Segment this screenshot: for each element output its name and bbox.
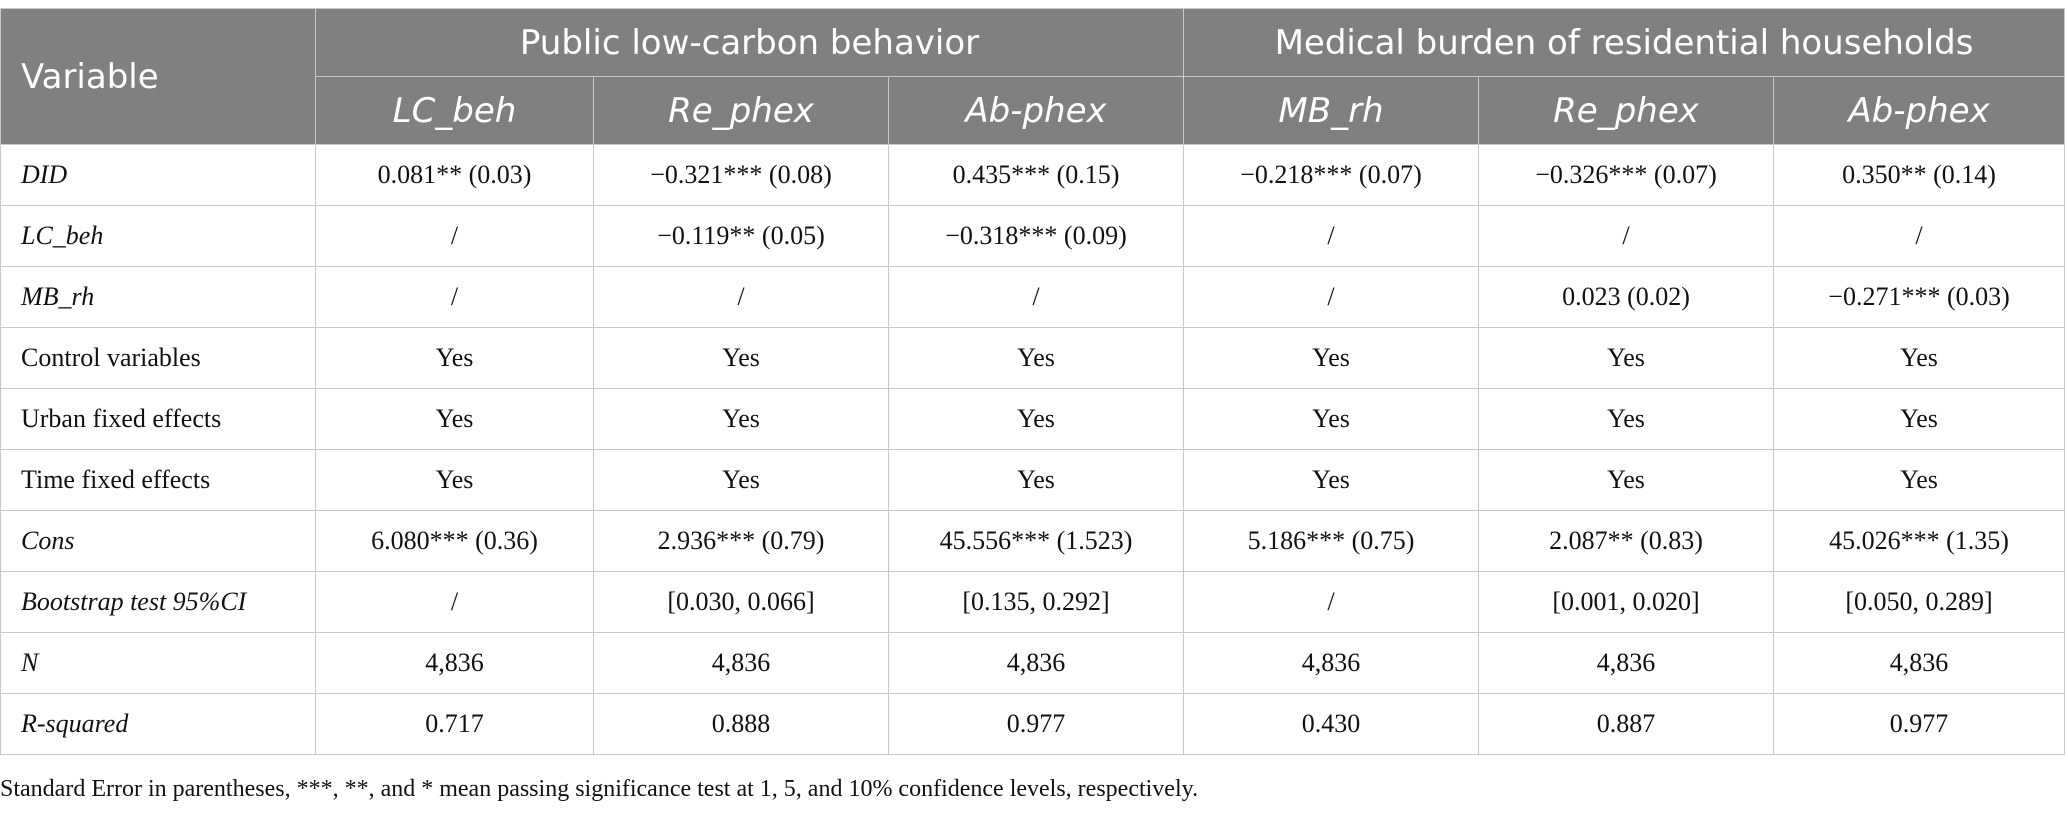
column-header: Re_phex bbox=[594, 77, 889, 145]
table-cell: Yes bbox=[1184, 328, 1479, 389]
table-cell: 4,836 bbox=[1479, 633, 1774, 694]
table-cell: 4,836 bbox=[594, 633, 889, 694]
table-cell: / bbox=[1184, 572, 1479, 633]
row-label: R-squared bbox=[1, 694, 316, 755]
regression-results-table bbox=[0, 8, 2065, 755]
table-cell: Yes bbox=[1479, 328, 1774, 389]
table-cell: 6.080*** (0.36) bbox=[316, 511, 594, 572]
table-cell: Yes bbox=[316, 450, 594, 511]
table-cell: 0.023 (0.02) bbox=[1479, 267, 1774, 328]
table-cell: Yes bbox=[1774, 328, 2065, 389]
column-header: Re_phex bbox=[1479, 77, 1774, 145]
table-cell: [0.050, 0.289] bbox=[1774, 572, 2065, 633]
table-cell: / bbox=[889, 267, 1184, 328]
table-row bbox=[1, 389, 2065, 450]
table-cell: 0.888 bbox=[594, 694, 889, 755]
table-cell: Yes bbox=[594, 389, 889, 450]
table-cell: [0.135, 0.292] bbox=[889, 572, 1184, 633]
column-header: Ab-phex bbox=[1774, 77, 2065, 145]
table-cell: −0.326*** (0.07) bbox=[1479, 145, 1774, 206]
table-cell: Yes bbox=[594, 450, 889, 511]
table-cell: 45.026*** (1.35) bbox=[1774, 511, 2065, 572]
group-header-low-carbon: Public low-carbon behavior bbox=[316, 9, 1184, 77]
table-cell: −0.318*** (0.09) bbox=[889, 206, 1184, 267]
column-header: Ab-phex bbox=[889, 77, 1184, 145]
table-cell: Yes bbox=[316, 389, 594, 450]
table-cell: Yes bbox=[1479, 389, 1774, 450]
table-cell: Yes bbox=[594, 328, 889, 389]
header-row-groups bbox=[1, 9, 2065, 77]
table-row bbox=[1, 206, 2065, 267]
table-cell: Yes bbox=[316, 328, 594, 389]
row-label: MB_rh bbox=[1, 267, 316, 328]
table-row bbox=[1, 267, 2065, 328]
table-cell: Yes bbox=[1184, 389, 1479, 450]
table-cell: 2.936*** (0.79) bbox=[594, 511, 889, 572]
table-cell: Yes bbox=[1184, 450, 1479, 511]
table-cell: 4,836 bbox=[1184, 633, 1479, 694]
table-row bbox=[1, 511, 2065, 572]
table-cell: 4,836 bbox=[889, 633, 1184, 694]
table-body bbox=[1, 145, 2065, 755]
table-cell: −0.271*** (0.03) bbox=[1774, 267, 2065, 328]
table-cell: 0.435*** (0.15) bbox=[889, 145, 1184, 206]
table-row bbox=[1, 572, 2065, 633]
row-label: Urban fixed effects bbox=[1, 389, 316, 450]
variable-header: Variable bbox=[1, 9, 316, 145]
table-row bbox=[1, 145, 2065, 206]
column-header: LC_beh bbox=[316, 77, 594, 145]
table-cell: 4,836 bbox=[1774, 633, 2065, 694]
table-cell: / bbox=[594, 267, 889, 328]
table-cell: 0.887 bbox=[1479, 694, 1774, 755]
table-cell: 0.977 bbox=[889, 694, 1184, 755]
table-row bbox=[1, 450, 2065, 511]
table-cell: / bbox=[1479, 206, 1774, 267]
table-cell: Yes bbox=[889, 328, 1184, 389]
table-cell: 5.186*** (0.75) bbox=[1184, 511, 1479, 572]
table-cell: Yes bbox=[1479, 450, 1774, 511]
row-label: Time fixed effects bbox=[1, 450, 316, 511]
table-cell: / bbox=[1774, 206, 2065, 267]
table-cell: [0.001, 0.020] bbox=[1479, 572, 1774, 633]
table-cell: 45.556*** (1.523) bbox=[889, 511, 1184, 572]
table-row bbox=[1, 328, 2065, 389]
table-cell: / bbox=[1184, 206, 1479, 267]
table-cell: −0.218*** (0.07) bbox=[1184, 145, 1479, 206]
column-header: MB_rh bbox=[1184, 77, 1479, 145]
table-cell: 0.081** (0.03) bbox=[316, 145, 594, 206]
results-table-container bbox=[0, 8, 2068, 755]
table-cell: / bbox=[316, 572, 594, 633]
group-header-medical-burden: Medical burden of residential households bbox=[1184, 9, 2065, 77]
table-cell: 0.430 bbox=[1184, 694, 1479, 755]
table-cell: 0.977 bbox=[1774, 694, 2065, 755]
table-row bbox=[1, 694, 2065, 755]
row-label: DID bbox=[1, 145, 316, 206]
table-footnote: Standard Error in parentheses, ***, **, and * mean passing significance test at 1, 5, and 10% confidence levels, respectively. bbox=[0, 776, 1199, 802]
table-cell: / bbox=[316, 206, 594, 267]
row-label: Control variables bbox=[1, 328, 316, 389]
table-row bbox=[1, 633, 2065, 694]
table-cell: 2.087** (0.83) bbox=[1479, 511, 1774, 572]
table-cell: 0.717 bbox=[316, 694, 594, 755]
row-label: N bbox=[1, 633, 316, 694]
table-cell: / bbox=[316, 267, 594, 328]
row-label: LC_beh bbox=[1, 206, 316, 267]
table-cell: Yes bbox=[1774, 450, 2065, 511]
table-cell: 0.350** (0.14) bbox=[1774, 145, 2065, 206]
table-cell: Yes bbox=[889, 450, 1184, 511]
table-cell: / bbox=[1184, 267, 1479, 328]
row-label: Cons bbox=[1, 511, 316, 572]
table-cell: −0.119** (0.05) bbox=[594, 206, 889, 267]
table-cell: [0.030, 0.066] bbox=[594, 572, 889, 633]
table-cell: Yes bbox=[889, 389, 1184, 450]
row-label: Bootstrap test 95%CI bbox=[1, 572, 316, 633]
table-cell: Yes bbox=[1774, 389, 2065, 450]
table-cell: 4,836 bbox=[316, 633, 594, 694]
table-header bbox=[1, 9, 2065, 145]
table-cell: −0.321*** (0.08) bbox=[594, 145, 889, 206]
